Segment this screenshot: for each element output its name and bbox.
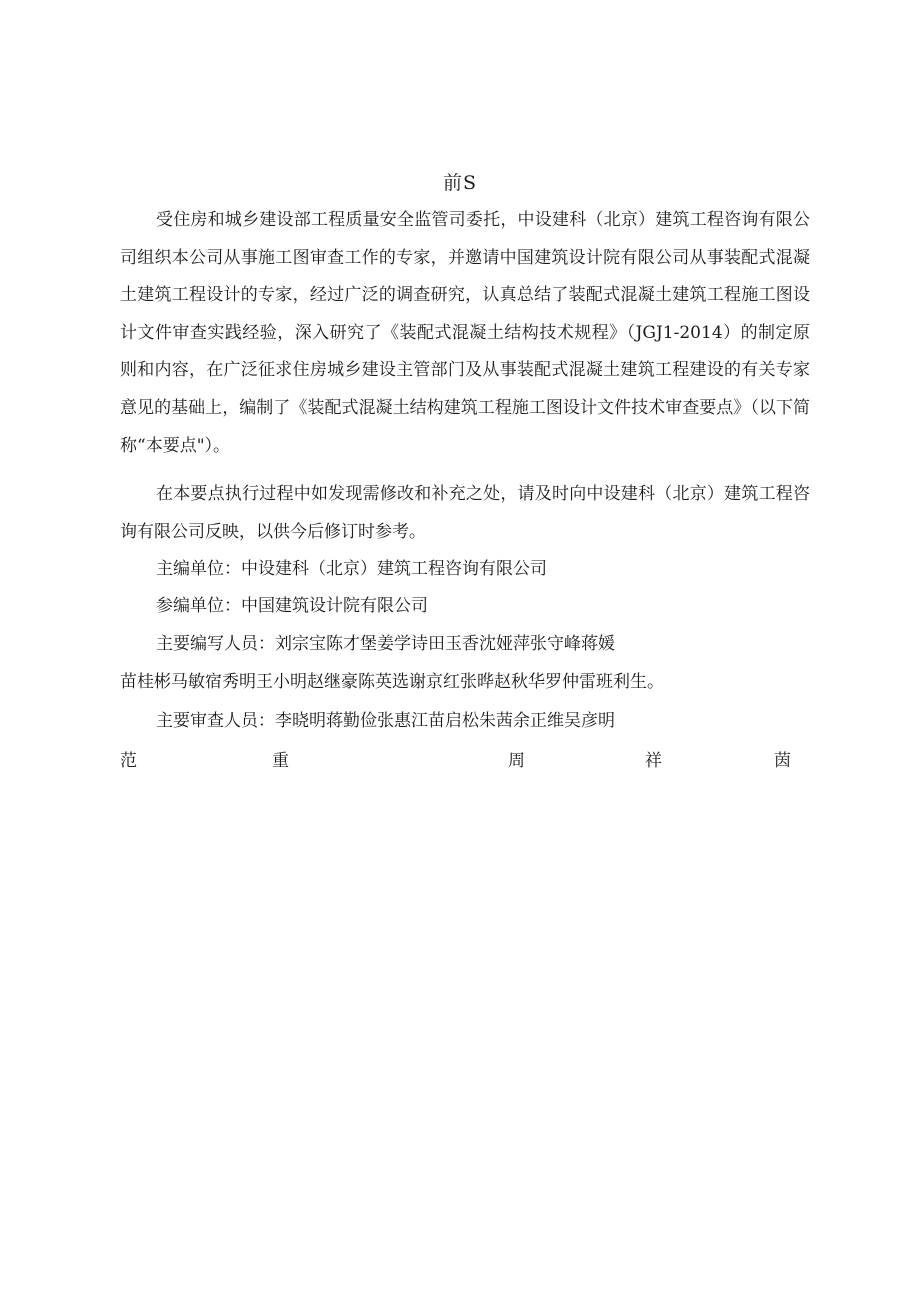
preface-paragraph-1: 受住房和城乡建设部工程质量安全监管司委托，中设建科（北京）建筑工程咨询有限公司组织本公司从事施工图审查工作的专家，并邀请中国建筑设计院有限公司从事装配式混凝土建筑工程设计的专家，经过广泛的调查研究，认真总结了装配式混凝土建筑工程施工图设计文件审查实践经验，深入研究了《装配式混凝土结构技术规程》（JGJ1-2014）的制定原则和内容，在广泛征求住房城乡建设主管部门及从事装配式混凝土建筑工程建设的有关专家意见的基础上，编制了《装配式混凝土结构建筑工程施工图设计文件技术审查要点》（以下简称“本要点"）。: [120, 210, 810, 456]
reviewer-name-char: 重: [272, 751, 289, 771]
preface-paragraph-2: 在本要点执行过程中如发现需修改和补充之处，请及时向中设建科（北京）建筑工程咨询有限公司反映，以供今后修订时参考。: [120, 484, 810, 542]
main-writers-line-1: 主要编写人员：刘宗宝陈才堡姜学诗田玉香沈娅萍张守峰蒋媛: [156, 634, 615, 654]
co-editor-unit: 参编单位：中国建筑设计院有限公司: [156, 596, 428, 616]
main-reviewers-line-2: [0, 745, 920, 777]
chief-editor-unit: 主编单位：中设建科（北京）建筑工程咨询有限公司: [156, 559, 547, 579]
reviewer-name-char: 周: [508, 751, 525, 771]
main-reviewers-line-1: 主要审查人员：李晓明蒋勤俭张惠江苗启松朱茜余正维吴彦明: [156, 711, 615, 731]
page-title: 前S: [442, 172, 478, 194]
reviewer-name-char: 范: [120, 751, 137, 771]
main-writers-line-2: 苗桂彬马敏宿秀明王小明赵继豪陈英选谢京红张晔赵秋华罗仲雷班利生。: [120, 672, 664, 692]
reviewer-name-char: 祥: [645, 751, 662, 771]
reviewer-name-char: 茵: [774, 751, 791, 771]
